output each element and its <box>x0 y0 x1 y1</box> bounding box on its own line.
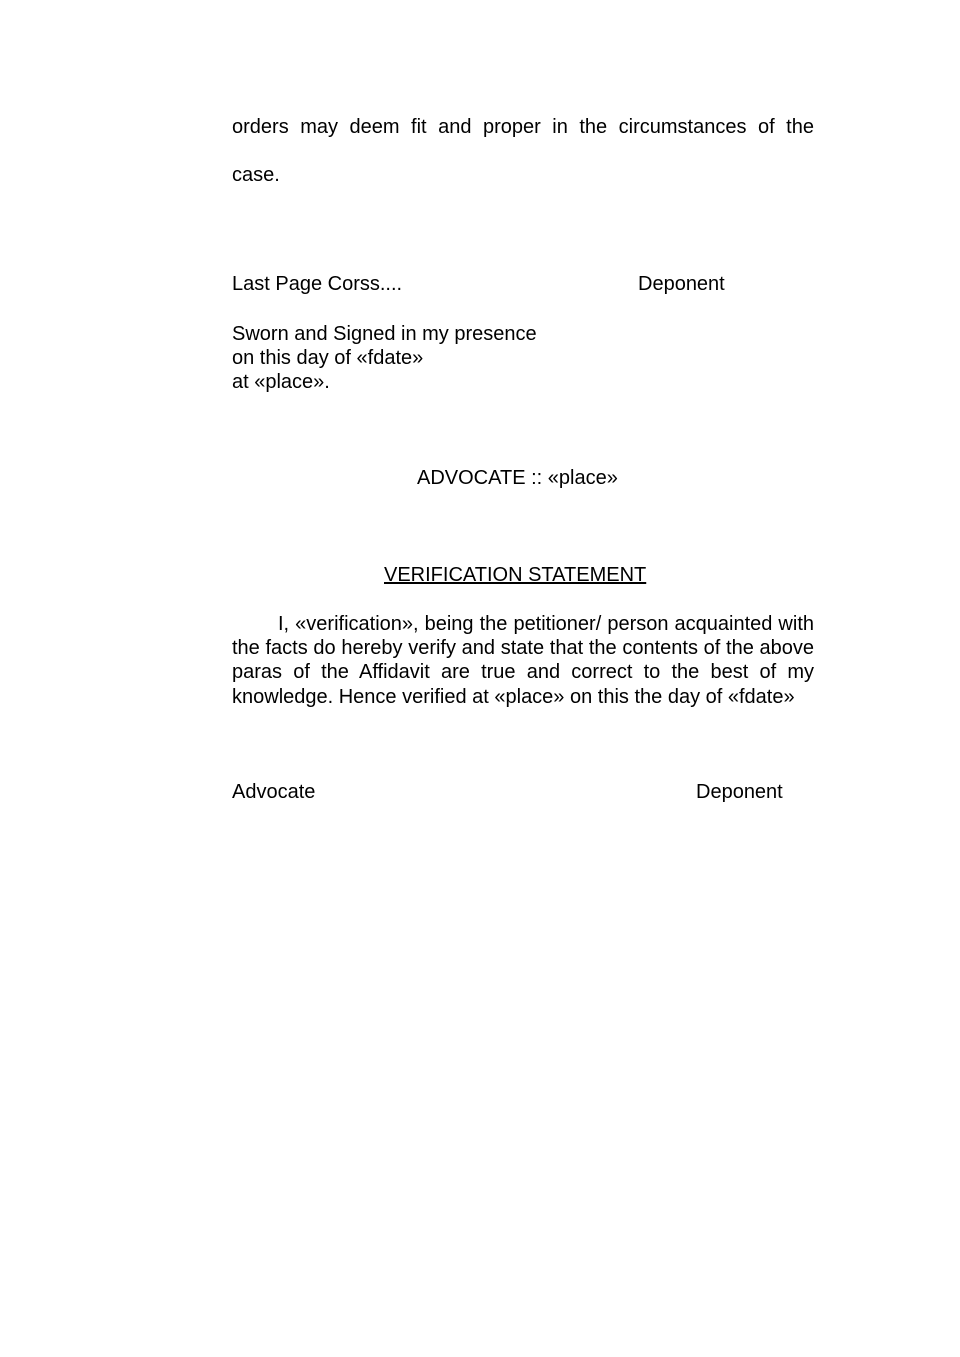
verification-heading: VERIFICATION STATEMENT <box>384 564 647 586</box>
prayer-line-2: case. <box>232 164 280 186</box>
advocate-place: ADVOCATE :: «place» <box>417 467 618 489</box>
sworn-block <box>232 322 537 394</box>
sworn-line-1: Sworn and Signed in my presence <box>232 323 537 345</box>
advocate-signature-label: Advocate <box>232 781 316 803</box>
deponent-signature-label: Deponent <box>696 781 783 803</box>
deponent-label-top: Deponent <box>638 273 725 295</box>
sworn-line-3: at «place». <box>232 371 330 393</box>
last-page-note: Last Page Corss.... <box>232 273 403 295</box>
prayer-line-1: orders may deem fit and proper in the circumstances of the <box>232 116 814 138</box>
sworn-line-2: on this day of «fdate» <box>232 347 424 369</box>
verification-body: I, «verification», being the petitioner/ person acquainted with the facts do hereby verify and state that the contents of the above paras of the Affidavit are true and correct to the best of my knowledge. Hence verified at «place» on this the day of «fdate» <box>232 613 814 708</box>
